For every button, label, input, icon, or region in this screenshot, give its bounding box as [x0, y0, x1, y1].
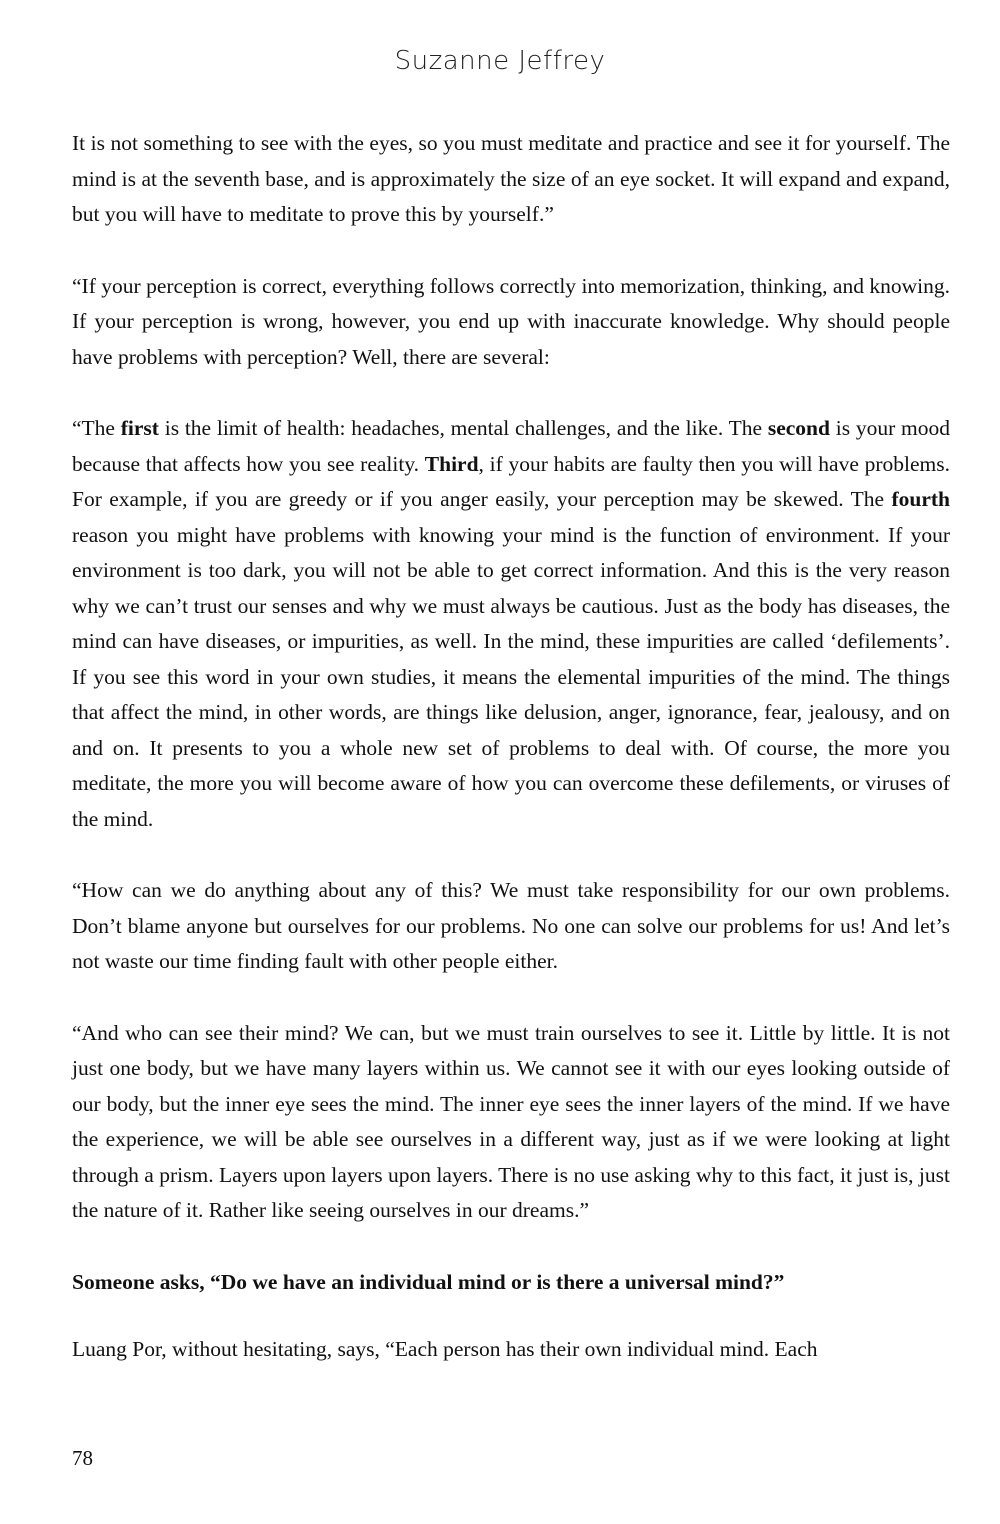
- paragraph-6: Luang Por, without hesitating, says, “Each person has their own individual mind. Each: [72, 1337, 818, 1361]
- paragraph-3-text: is the limit of health: headaches, mental challenges, and the like. The: [158, 416, 768, 440]
- paragraph-3: [72, 411, 950, 837]
- paragraph-3-text: “The: [72, 416, 121, 440]
- paragraph-2: “If your perception is correct, everything follows correctly into memorization, thinking, and knowing. If your perception is wrong, however, you end up with inaccurate knowledge. Why should people have problems with perception? Well, there are several:: [72, 273, 950, 369]
- emphasis-fourth: fourth: [891, 487, 950, 511]
- question-heading: Someone asks, “Do we have an individual mind or is there a universal mind?”: [72, 1269, 785, 1294]
- paragraph-1: It is not something to see with the eyes, so you must meditate and practice and see it for yourself. The mind is at the seventh base, and is approximately the size of an eye socket. It will expand and expand, but you will have to meditate to prove this by yourself.”: [72, 131, 950, 226]
- paragraph-3-text: reason you might have problems with knowing your mind is the function of environment. If your environment is too dark, you will not be able to get correct information. And this is the very reason why we can’t trust our senses and why we must always be cautious. Just as the body has diseases, the mind can have diseases, or impurities, as well. In the mind, these impurities are called ‘defilements’. If you see this word in your own studies, it means the elemental impurities of the mind. The things that affect the mind, in other words, are things like delusion, anger, ignorance, fear, jealousy, and on and on. It presents to you a whole new set of problems to deal with. Of course, the more you meditate, the more you will become aware of how you can overcome these defilements, or viruses of the mind.: [72, 522, 950, 831]
- paragraph-3-text: , if your habits are faulty then you will have problems. For example, if you are greedy or if you anger easily, your perception may be skewed. The: [72, 451, 950, 511]
- paragraph-3-text: is your mood because that affects how you see reality.: [72, 416, 951, 476]
- paragraph-5: “And who can see their mind? We can, but we must train ourselves to see it. Little by little. It is not just one body, but we have many layers within us. We cannot see it with our eyes looking outside of our body, but the inner eye sees the mind. The inner eye sees the inner layers of the mind. If we have the experience, we will be able see ourselves in a different way, just as if we were looking at light through a prism. Layers upon layers upon layers. There is no use asking why to this fact, it just is, just the nature of it. Rather like seeing ourselves in our dreams.”: [72, 1020, 950, 1222]
- emphasis-third: Third: [424, 451, 479, 476]
- running-head: Suzanne Jeffrey: [394, 46, 606, 76]
- paragraph-4: “How can we do anything about any of this? We must take responsibility for our own problems. Don’t blame anyone but ourselves for our problems. No one can solve our problems for us! And let’s not waste our time finding fault with other people either.: [72, 878, 950, 973]
- page-body: [72, 126, 950, 1404]
- emphasis-second: second: [767, 416, 830, 440]
- emphasis-first: first: [120, 416, 159, 440]
- page-number: 78: [72, 1446, 93, 1470]
